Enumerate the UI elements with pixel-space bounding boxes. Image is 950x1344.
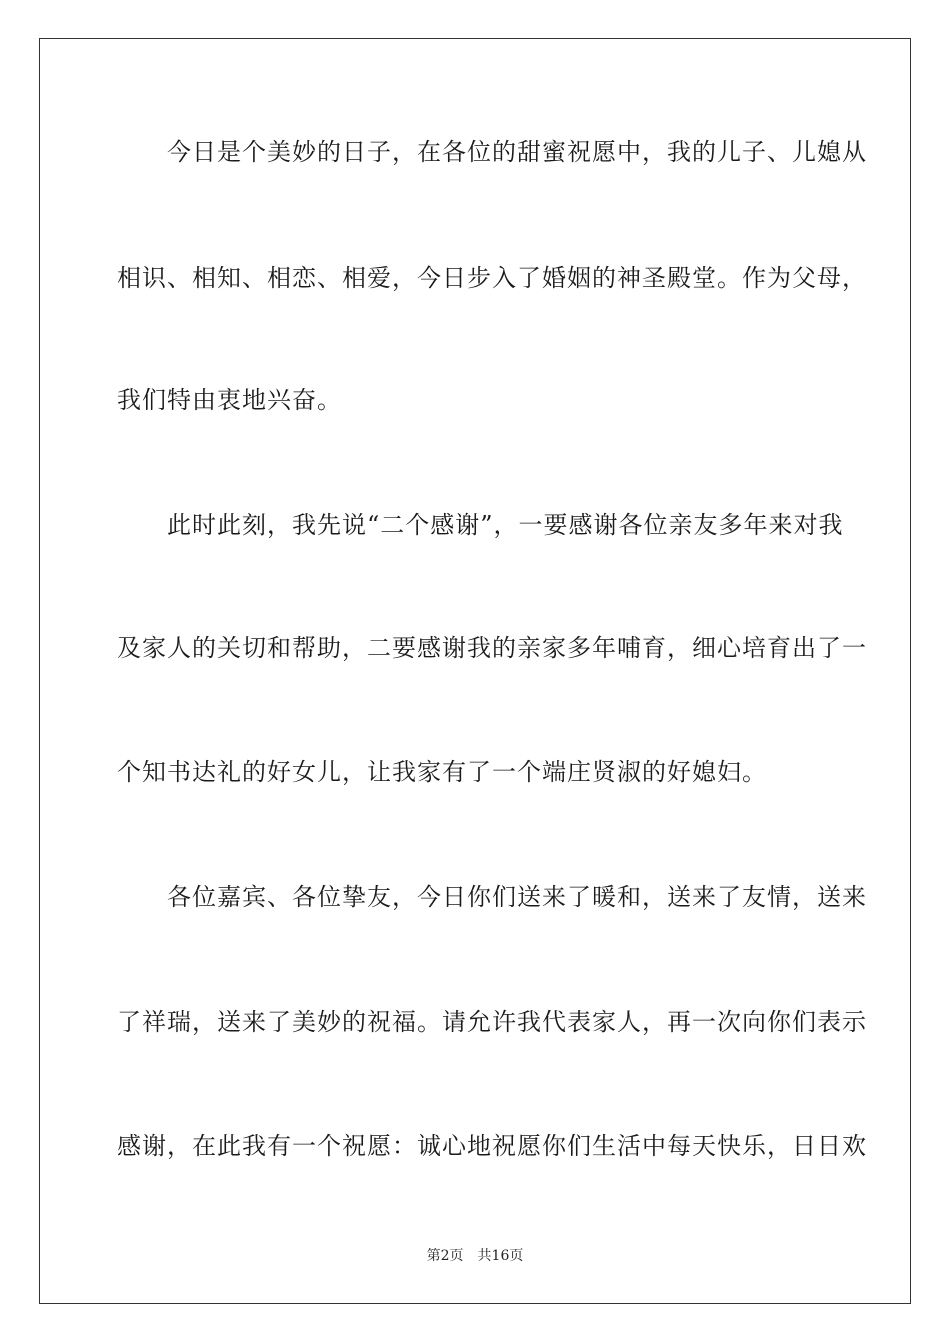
page-total: 共16页 — [477, 1248, 524, 1264]
paragraph-line: 我们特由衷地兴奋。 — [117, 386, 342, 414]
page-footer — [0, 1247, 950, 1265]
paragraph-line: 个知书达礼的好女儿，让我家有了一个端庄贤淑的好媳妇。 — [117, 758, 767, 786]
paragraph-line: 相识、相知、相恋、相爱，今日步入了婚姻的神圣殿堂。作为父母， — [117, 264, 867, 292]
paragraph-line: 感谢，在此我有一个祝愿：诚心地祝愿你们生活中每天快乐，日日欢 — [117, 1132, 867, 1160]
paragraph-line: 各位嘉宾、各位挚友，今日你们送来了暖和，送来了友情，送来 — [117, 883, 867, 911]
paragraph-line: 及家人的关切和帮助，二要感谢我的亲家多年哺育，细心培育出了一 — [117, 634, 867, 662]
page-frame — [39, 38, 911, 1304]
paragraph-line: 今日是个美妙的日子，在各位的甜蜜祝愿中，我的儿子、儿媳从 — [117, 138, 867, 166]
paragraph-line: 此时此刻，我先说“二个感谢”，一要感谢各位亲友多年来对我 — [117, 511, 844, 539]
page-number: 第2页 — [426, 1248, 464, 1264]
paragraph-line: 了祥瑞，送来了美妙的祝福。请允许我代表家人，再一次向你们表示 — [117, 1008, 867, 1036]
